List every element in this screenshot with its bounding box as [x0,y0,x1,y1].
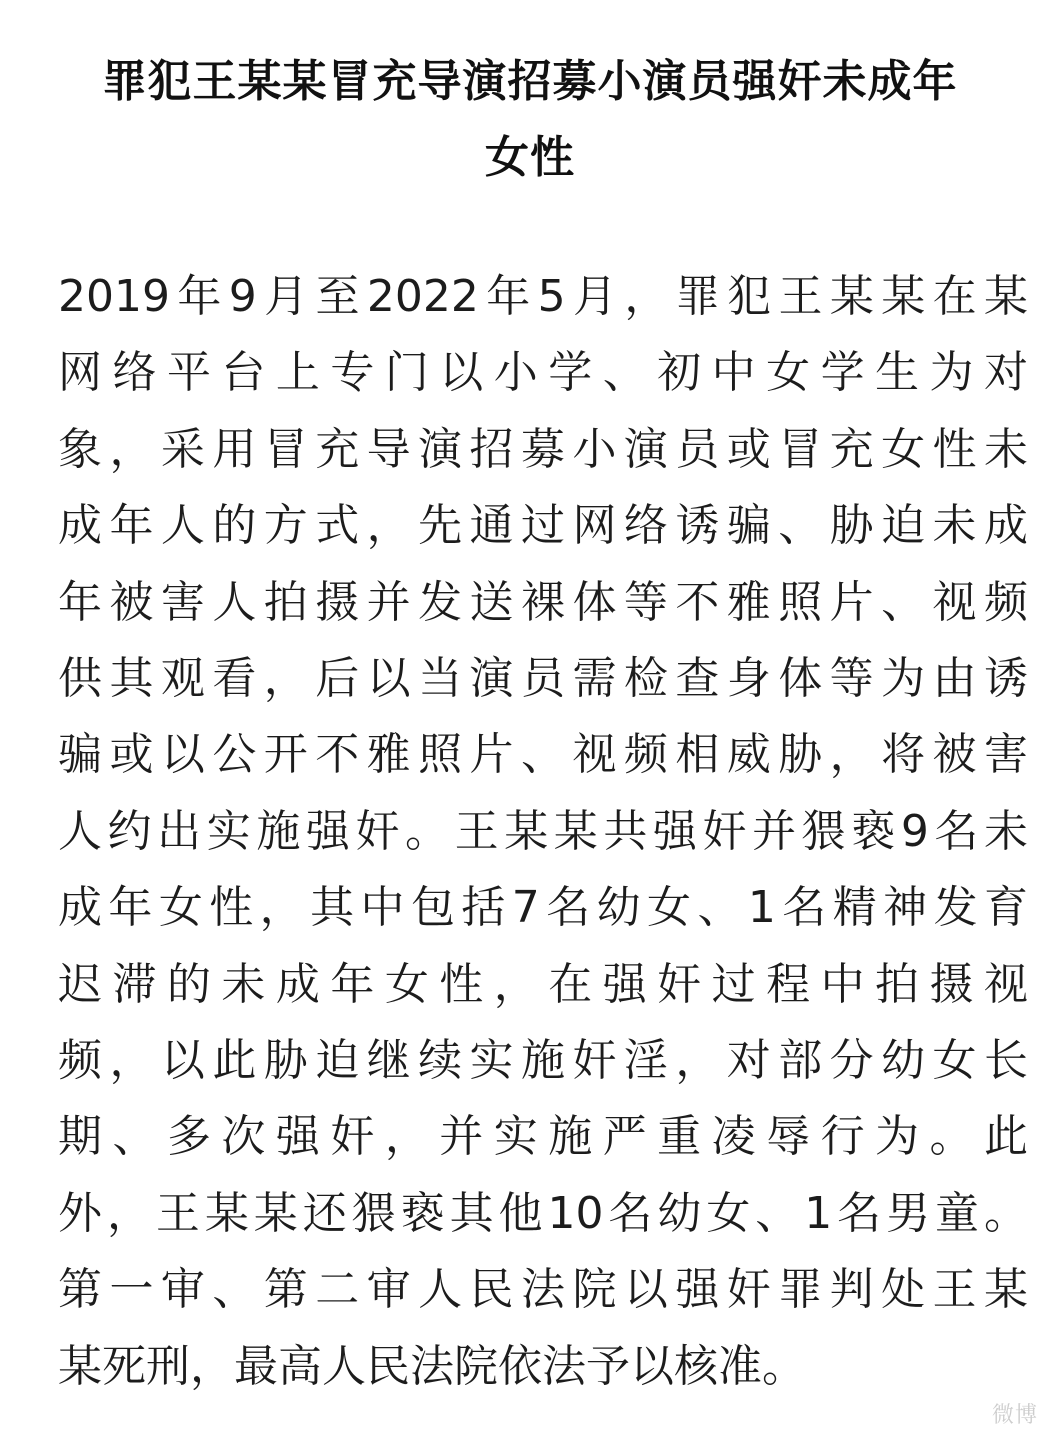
body-line: 某死刑，最高人民法院依法予以核准。 [58,1340,806,1392]
body-line: 成年人的方式，先通过网络诱骗、胁迫未成 [58,500,1028,552]
body-line: 供其观看，后以当演员需检查身体等为由诱 [58,653,1028,705]
body-line: 人约出实施强奸。王某某共强奸并猥亵9名未 [58,805,1028,857]
body-line: 骗或以公开不雅照片、视频相威胁，将被害 [58,729,1028,781]
body-line: 迟滞的未成年女性，在强奸过程中拍摄视 [58,958,1028,1010]
body-line: 第一审、第二审人民法院以强奸罪判处王某 [58,1264,1028,1316]
title-line: 女性 [485,132,575,183]
body-line: 成年女性，其中包括7名幼女、1名精神发育 [58,882,1028,934]
body-line: 频，以此胁迫继续实施奸淫，对部分幼女长 [58,1035,1028,1087]
body-line: 2019年9月至2022年5月，罪犯王某某在某 [58,271,1028,322]
article-body [58,259,1028,1405]
body-line: 网络平台上专门以小学、初中女学生为对 [58,347,1028,399]
watermark: 微博 [991,1403,1038,1428]
body-line: 外，王某某还猥亵其他10名幼女、1名男童。 [58,1187,1028,1239]
title-line: 罪犯王某某冒充导演招募小演员强奸未成年 [102,56,958,107]
body-line: 期、多次强奸，并实施严重凌辱行为。此 [58,1111,1028,1163]
body-line: 年被害人拍摄并发送裸体等不雅照片、视频 [58,576,1028,628]
body-line: 象，采用冒充导演招募小演员或冒充女性未 [58,423,1028,475]
article-title [60,44,1000,196]
